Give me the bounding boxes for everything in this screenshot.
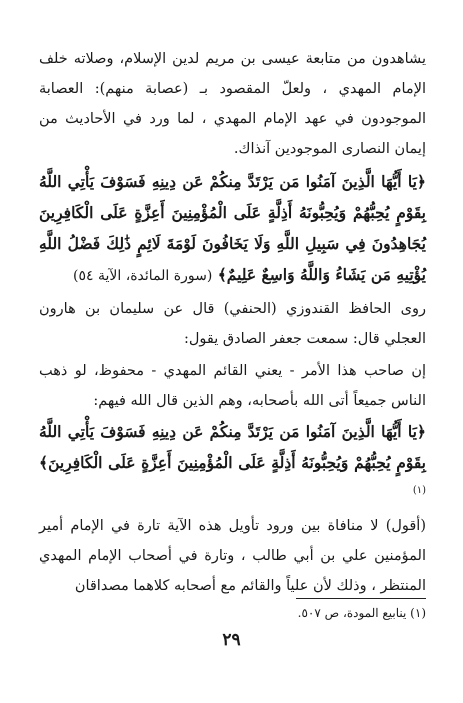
paragraph-3: إن صاحب هذا الأمر - يعني القائم المهدي - محفوظ، لو ذهب الناس جميعاً أتى الله بأصحابه، وهم الذين قال الله فيهم: xyxy=(39,363,426,409)
quran-verse-1 xyxy=(39,166,426,292)
footnote: (١) ينابيع المودة، ص ٥٠٧. xyxy=(297,606,426,620)
paragraph-2: روى الحافظ القندوزي (الحنفي) قال عن سليمان بن هارون العجلي قال: سمعت جعفر الصادق يقول: xyxy=(39,301,426,347)
footnote-divider xyxy=(296,598,426,599)
quran-verse-2 xyxy=(39,416,426,509)
page-number: ٢٩ xyxy=(222,630,241,650)
paragraph-1: يشاهدون من متابعة عيسى بن مريم لدين الإسلام، وصلاته خلف الإمام المهدي ، ولعلّ المقصود بـ (عصابة منهم): العصابة الموجودون في عهد الإمام المهدي ، لما ورد في الأحاديث من إيمان النصارى الموجودين آنذاك. xyxy=(39,51,426,157)
footnote-reference: (١) xyxy=(412,484,426,496)
verse-1-citation: (سورة المائدة، الآية ٥٤) xyxy=(73,268,213,284)
verse-2-text: ﴿يَا أَيُّهَا الَّذِينَ آمَنُوا مَن يَرْتَدَّ مِنكُمْ عَن دِينِهِ فَسَوْفَ يَأْتِي اللَّهُ بِقَوْمٍ يُحِبُّهُمْ وَيُحِبُّونَهُ أَذِلَّةٍ عَلَى الْمُؤْمِنِينَ أَعِزَّةٍ عَلَى الْكَافِرِينَ﴾ xyxy=(39,422,426,472)
paragraph-4: (أقول) لا منافاة بين ورود تأويل هذه الآية تارة في الإمام أمير المؤمنين علي بن أبي طالب ، وتارة في أصحاب الإمام المهدي المنتظر ، وذلك لأن علياً والقائم مع أصحابه كلاهما مصداقان xyxy=(39,518,426,594)
verse-1-text: ﴿يَا أَيُّهَا الَّذِينَ آمَنُوا مَن يَرْتَدَّ مِنكُمْ عَن دِينِهِ فَسَوْفَ يَأْتِي اللَّهُ بِقَوْمٍ يُحِبُّهُمْ وَيُحِبُّونَهُ أَذِلَّةٍ عَلَى الْمُؤْمِنِينَ أَعِزَّةٍ عَلَى الْكَافِرِينَ يُجَاهِدُونَ فِي سَبِيلِ اللَّهِ وَلَا يَخَافُونَ لَوْمَةَ لَائِمٍ ذَٰلِكَ فَضْلُ اللَّهِ يُؤْتِيهِ مَن يَشَاءُ وَاللَّهُ وَاسِعٌ عَلِيمٌ﴾ xyxy=(39,172,426,284)
